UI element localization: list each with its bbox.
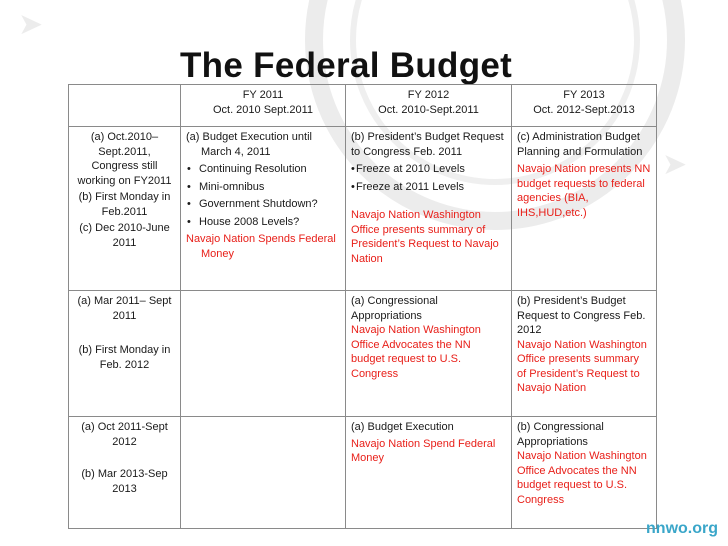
period-cell: (a) Oct 2011-Sept 2012 (b) Mar 2013-Sep 2013 <box>69 417 181 529</box>
fy2013-cell: (c) Administration Budget Planning and Formulation Navajo Nation presents NN budget requests to federal agencies (BIA, IHS,HUD,etc.) <box>512 127 657 291</box>
website-watermark: nnwo.org <box>646 520 718 537</box>
period-cell: (a) Mar 2011– Sept 2011 (b) First Monday in Feb. 2012 <box>69 291 181 417</box>
header-cell-fy2011: FY 2011 Oct. 2010 Sept.2011 <box>181 85 346 127</box>
table-row <box>69 291 657 417</box>
header-row <box>69 85 657 127</box>
table-row <box>69 417 657 529</box>
header-cell-fy2012: FY 2012 Oct. 2010-Sept.2011 <box>346 85 512 127</box>
fy2012-cell: (b) President’s Budget Request to Congress Feb. 2011 • Freeze at 2010 Levels • Freeze at 2011 Levels Navajo Nation Washington Office presents summary of President’s Request to Navajo Nation <box>346 127 512 291</box>
slide-title: The Federal Budget <box>180 46 513 85</box>
fy2011-cell <box>181 291 346 417</box>
header-cell-fy2013: FY 2013 Oct. 2012-Sept.2013 <box>512 85 657 127</box>
background-arrow-icon: ➤ <box>662 148 688 181</box>
fy2012-cell: (a) Budget Execution Navajo Nation Spend Federal Money <box>346 417 512 529</box>
fy2012-cell: (a) Congressional Appropriations Navajo Nation Washington Office Advocates the NN budget request to U.S. Congress <box>346 291 512 417</box>
fy2011-cell <box>181 417 346 529</box>
fy2013-cell: (b) President’s Budget Request to Congress Feb. 2012 Navajo Nation Washington Office presents summary of President’s Request to Navajo Nation <box>512 291 657 417</box>
background-arrow-icon: ➤ <box>18 8 44 41</box>
budget-table <box>68 84 657 529</box>
header-cell-empty <box>69 85 181 127</box>
table-row <box>69 127 657 291</box>
fy2013-cell: (b) Congressional Appropriations Navajo Nation Washington Office Advocates the NN budget request to U.S. Congress <box>512 417 657 529</box>
period-cell: (a) Oct.2010– Sept.2011, Congress still working on FY2011 (b) First Monday in Feb.2011 (c) Dec 2010-June 2011 <box>69 127 181 291</box>
fy2011-cell: (a) Budget Execution until March 4, 2011 • Continuing Resolution • Mini-omnibus • Government Shutdown? • House 2008 Levels? Navajo Nation Spends Federal Money <box>181 127 346 291</box>
